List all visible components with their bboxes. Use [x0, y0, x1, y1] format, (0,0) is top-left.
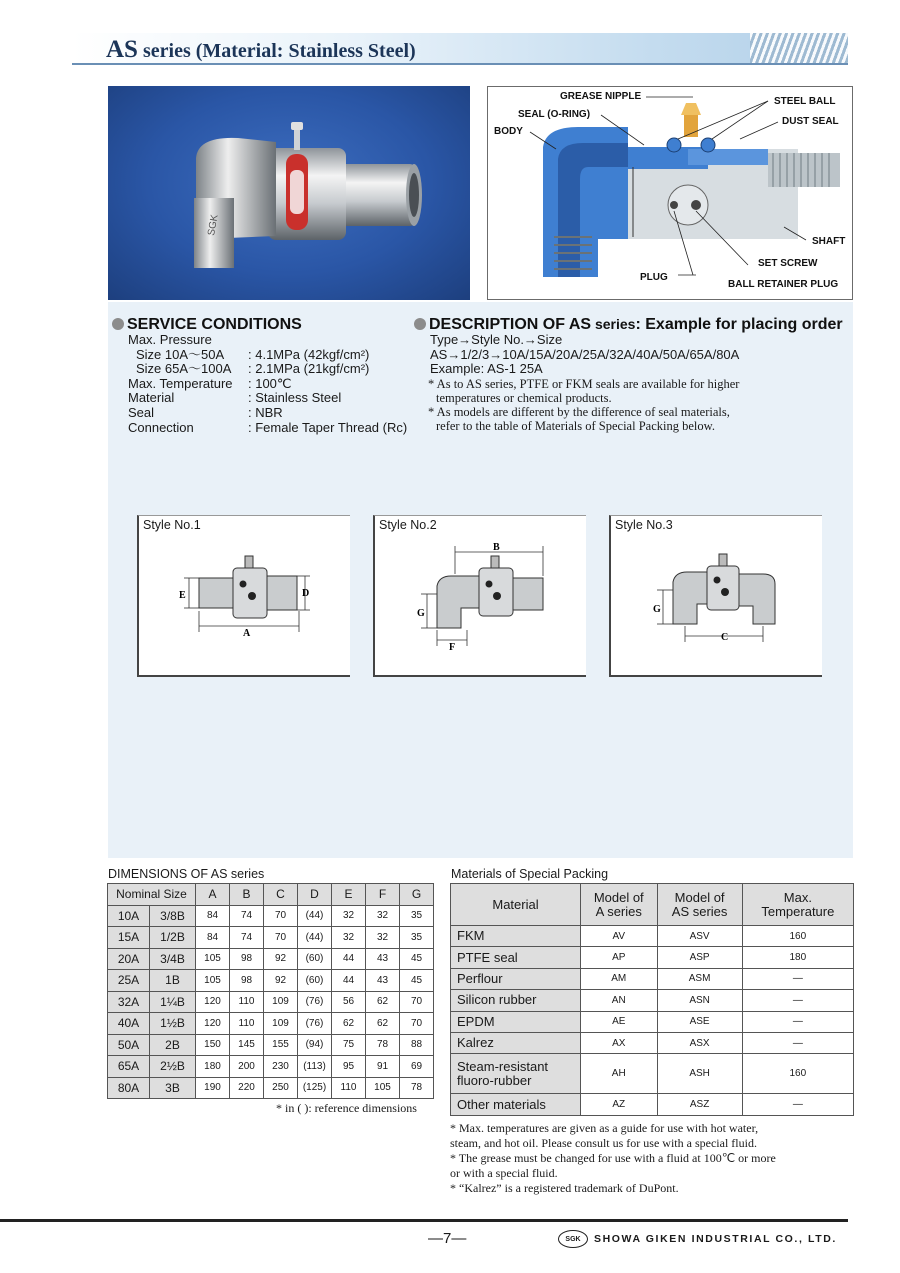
dim-cell: 2½B [150, 1056, 196, 1078]
packing-cell: Kalrez [451, 1032, 581, 1053]
dim-cell: 91 [366, 1056, 400, 1078]
table-row [108, 1077, 434, 1099]
dim-cell: 109 [264, 1013, 298, 1035]
condition-key: Size 65A～100A [136, 361, 232, 377]
packing-cell: — [742, 990, 853, 1011]
label-dust-seal: DUST SEAL [782, 116, 839, 127]
packing-cell: PTFE seal [451, 947, 581, 968]
dim-cell: 35 [400, 927, 434, 949]
packing-cell: ASE [657, 1011, 742, 1032]
packing-header-cell: Model of A series [581, 884, 658, 926]
dim-cell: 98 [230, 948, 264, 970]
dim-cell: 74 [230, 905, 264, 927]
dim-cell: 32 [366, 905, 400, 927]
footer-rule [0, 1219, 848, 1222]
dim-label-g: G [417, 608, 425, 619]
packing-cell: 180 [742, 947, 853, 968]
dim-cell: 1¼B [150, 991, 196, 1013]
packing-cell: 160 [742, 926, 853, 947]
dim-cell: 88 [400, 1034, 434, 1056]
packing-cell: ASV [657, 926, 742, 947]
dim-cell: 78 [366, 1034, 400, 1056]
style-2-drawing [373, 515, 586, 677]
header-stripes [750, 33, 848, 63]
label-set-screw: SET SCREW [758, 258, 818, 269]
dim-cell: (76) [298, 1013, 332, 1035]
dim-cell: 44 [332, 948, 366, 970]
packing-cell: AH [581, 1054, 658, 1094]
condition-value: : 4.1MPa (42kgf/cm²) [248, 346, 370, 362]
label-shaft: SHAFT [812, 236, 846, 247]
packing-cell: ASH [657, 1054, 742, 1094]
table-row [108, 948, 434, 970]
packing-cell: AE [581, 1011, 658, 1032]
style-3-drawing [609, 515, 822, 677]
dim-cell: 70 [400, 991, 434, 1013]
dim-cell: 98 [230, 970, 264, 992]
style-2-svg [375, 516, 588, 678]
dim-label-d: D [302, 588, 310, 599]
dim-cell: (60) [298, 970, 332, 992]
title-rest: series (Material: Stainless Steel) [137, 40, 416, 62]
service-conditions [128, 333, 407, 435]
packing-cell: Other materials [451, 1094, 581, 1115]
dim-cell: 110 [332, 1077, 366, 1099]
style-1-svg [139, 516, 352, 678]
dim-cell: 32 [332, 927, 366, 949]
dim-cell: 105 [196, 948, 230, 970]
label-steel-ball: STEEL BALL [774, 96, 836, 107]
packing-cell: — [742, 968, 853, 989]
packing-cell: AM [581, 968, 658, 989]
condition-row [128, 348, 407, 363]
table-row [108, 1034, 434, 1056]
page-title [106, 36, 416, 64]
dim-cell: 110 [230, 1013, 264, 1035]
dim-header-cell: D [298, 884, 332, 906]
condition-row [128, 421, 407, 436]
bullet-icon [112, 318, 124, 330]
dim-cell: 250 [264, 1077, 298, 1099]
style-label: Style No.2 [379, 518, 437, 532]
dim-label-c: C [721, 632, 729, 643]
packing-cell: ASZ [657, 1094, 742, 1115]
table-row [108, 1013, 434, 1035]
label-grease-nipple: GREASE NIPPLE [560, 91, 642, 102]
condition-value: : Female Taper Thread (Rc) [248, 419, 408, 435]
condition-key: Size 10A～50A [136, 346, 225, 362]
condition-value: : Stainless Steel [248, 390, 342, 406]
table-row [451, 1011, 854, 1032]
packing-cell: AV [581, 926, 658, 947]
condition-key: Connection [128, 419, 194, 435]
dim-cell: 105 [366, 1077, 400, 1099]
dim-cell: 190 [196, 1077, 230, 1099]
dim-cell: 1½B [150, 1013, 196, 1035]
table-row [451, 1094, 854, 1115]
packing-notes [450, 1121, 776, 1196]
label-plug: PLUG [640, 272, 668, 283]
style-label: Style No.1 [143, 518, 201, 532]
dim-cell: 62 [332, 1013, 366, 1035]
table-row [108, 991, 434, 1013]
condition-key: Max. Pressure [128, 332, 212, 347]
packing-table [450, 883, 854, 1116]
condition-row [128, 377, 407, 392]
swivel-joint-photo [108, 86, 470, 300]
dim-cell: 45 [400, 948, 434, 970]
table-row [108, 905, 434, 927]
desc-note: * As models are different by the difference of seal materials, [428, 405, 730, 420]
dim-cell: 10A [108, 905, 150, 927]
dim-cell: 75 [332, 1034, 366, 1056]
page-number: —7— [428, 1230, 467, 1247]
dim-cell: (76) [298, 991, 332, 1013]
desc-note: refer to the table of Materials of Special Packing below. [436, 419, 715, 434]
dim-cell: (94) [298, 1034, 332, 1056]
dim-label-a: A [243, 628, 251, 639]
packing-header-cell: Max. Temperature [742, 884, 853, 926]
desc-note: temperatures or chemical products. [436, 390, 612, 405]
dim-header-cell: E [332, 884, 366, 906]
dim-cell: 2B [150, 1034, 196, 1056]
table-row [108, 970, 434, 992]
packing-note: or with a special fluid. [450, 1166, 558, 1180]
condition-row [128, 362, 407, 377]
label-body: BODY [494, 126, 523, 137]
packing-note: * “Kalrez” is a registered trademark of DuPont. [450, 1181, 679, 1195]
condition-row [128, 406, 407, 421]
condition-value: : 2.1MPa (21kgf/cm²) [248, 361, 370, 377]
desc-title-a: DESCRIPTION OF AS [429, 316, 592, 333]
company-logo: SGK [558, 1230, 588, 1248]
packing-cell: ASN [657, 990, 742, 1011]
dim-cell: (125) [298, 1077, 332, 1099]
packing-cell: FKM [451, 926, 581, 947]
order-options: AS→1/2/3→10A/15A/20A/25A/32A/40A/50A/65A/80A [430, 346, 740, 362]
dim-cell: 120 [196, 1013, 230, 1035]
order-format: Type→Style No.→Size [430, 332, 563, 347]
condition-value: : 100℃ [248, 375, 292, 391]
condition-key: Seal [128, 404, 155, 420]
packing-cell: AN [581, 990, 658, 1011]
table-row [451, 968, 854, 989]
dim-cell: 230 [264, 1056, 298, 1078]
packing-header-cell: Material [451, 884, 581, 926]
dim-cell: 70 [264, 905, 298, 927]
dim-cell: 43 [366, 970, 400, 992]
dim-cell: (44) [298, 905, 332, 927]
dim-cell: 3B [150, 1077, 196, 1099]
packing-note: * Max. temperatures are given as a guide for use with hot water, [450, 1121, 759, 1135]
label-ball-retainer-plug: BALL RETAINER PLUG [728, 279, 839, 290]
dim-cell: 109 [264, 991, 298, 1013]
reference-note: * in ( ): reference dimensions [276, 1101, 417, 1115]
packing-cell: AP [581, 947, 658, 968]
dim-cell: 105 [196, 970, 230, 992]
table-row [451, 1032, 854, 1053]
dim-label-b: B [493, 542, 500, 553]
dim-cell: 155 [264, 1034, 298, 1056]
dim-cell: 92 [264, 970, 298, 992]
packing-cell: — [742, 1094, 853, 1115]
dim-header-cell: B [230, 884, 264, 906]
dimensions-title: DIMENSIONS OF AS series [108, 867, 265, 881]
condition-row [128, 391, 407, 406]
dim-cell: 70 [400, 1013, 434, 1035]
product-photo [108, 86, 470, 300]
table-row [108, 927, 434, 949]
style-label: Style No.3 [615, 518, 673, 532]
dim-cell: 92 [264, 948, 298, 970]
order-example: Example: AS-1 25A [430, 361, 543, 377]
nameplate-text: SGK [206, 213, 221, 237]
dim-cell: 120 [196, 991, 230, 1013]
dim-cell: 32A [108, 991, 150, 1013]
table-row [108, 1056, 434, 1078]
packing-cell: Steam-resistant fluoro-rubber [451, 1054, 581, 1094]
desc-title-b: series [591, 316, 636, 332]
packing-cell: AX [581, 1032, 658, 1053]
bullet-icon [414, 318, 426, 330]
dim-cell: 32 [366, 927, 400, 949]
company-name: SHOWA GIKEN INDUSTRIAL CO., LTD. [594, 1233, 837, 1245]
cutaway-diagram [487, 86, 853, 300]
dim-cell: 220 [230, 1077, 264, 1099]
packing-note: steam, and hot oil. Please consult us for use with a special fluid. [450, 1136, 757, 1150]
condition-row [128, 333, 407, 348]
title-series: AS [106, 36, 138, 63]
dim-cell: 145 [230, 1034, 264, 1056]
packing-cell: 160 [742, 1054, 853, 1094]
dim-cell: 3/8B [150, 905, 196, 927]
packing-cell: Silicon rubber [451, 990, 581, 1011]
label-seal: SEAL (O-RING) [518, 109, 591, 120]
dim-cell: (113) [298, 1056, 332, 1078]
dim-label-f: F [449, 642, 456, 653]
condition-key: Max. Temperature [128, 375, 233, 391]
packing-header-cell: Model of AS series [657, 884, 742, 926]
dim-cell: 40A [108, 1013, 150, 1035]
dimensions-table [107, 883, 434, 1099]
packing-cell: AZ [581, 1094, 658, 1115]
dim-cell: 1B [150, 970, 196, 992]
packing-cell: Perflour [451, 968, 581, 989]
dim-cell: 69 [400, 1056, 434, 1078]
service-title-text: SERVICE CONDITIONS [127, 316, 302, 333]
dim-header-cell: C [264, 884, 298, 906]
dim-cell: 110 [230, 991, 264, 1013]
dim-cell: (44) [298, 927, 332, 949]
dim-cell: 70 [264, 927, 298, 949]
dim-cell: 1/2B [150, 927, 196, 949]
packing-cell: EPDM [451, 1011, 581, 1032]
dim-cell: 32 [332, 905, 366, 927]
dim-cell: 3/4B [150, 948, 196, 970]
table-row [451, 1054, 854, 1094]
dim-cell: 20A [108, 948, 150, 970]
dim-cell: 35 [400, 905, 434, 927]
table-row [451, 990, 854, 1011]
dim-cell: 50A [108, 1034, 150, 1056]
dim-header-cell: G [400, 884, 434, 906]
packing-title: Materials of Special Packing [451, 867, 609, 881]
dim-label-g: G [653, 604, 661, 615]
dim-header-cell: F [366, 884, 400, 906]
packing-cell: ASM [657, 968, 742, 989]
description-body [430, 333, 739, 434]
dim-cell: 200 [230, 1056, 264, 1078]
dim-cell: 15A [108, 927, 150, 949]
dim-label-e: E [179, 590, 186, 601]
dim-header-cell: A [196, 884, 230, 906]
desc-title-c: : Example for placing order [635, 316, 843, 333]
dim-cell: 43 [366, 948, 400, 970]
page-header [72, 33, 848, 65]
table-row [451, 926, 854, 947]
dim-cell: 150 [196, 1034, 230, 1056]
dim-cell: 74 [230, 927, 264, 949]
packing-cell: — [742, 1011, 853, 1032]
dim-cell: 180 [196, 1056, 230, 1078]
packing-note: * The grease must be changed for use with a fluid at 100℃ or more [450, 1151, 776, 1165]
dim-cell: 44 [332, 970, 366, 992]
dim-cell: 56 [332, 991, 366, 1013]
style-1-drawing [137, 515, 350, 677]
desc-note: * As to AS series, PTFE or FKM seals are available for higher [428, 376, 740, 391]
condition-value: : NBR [248, 404, 283, 420]
dim-cell: 45 [400, 970, 434, 992]
dim-cell: 25A [108, 970, 150, 992]
company-footer [558, 1230, 837, 1248]
dim-cell: (60) [298, 948, 332, 970]
condition-key: Material [128, 390, 175, 406]
dim-cell: 65A [108, 1056, 150, 1078]
dim-cell: 80A [108, 1077, 150, 1099]
dim-cell: 62 [366, 1013, 400, 1035]
packing-cell: — [742, 1032, 853, 1053]
dim-cell: 78 [400, 1077, 434, 1099]
table-row [451, 947, 854, 968]
dim-cell: 95 [332, 1056, 366, 1078]
dim-cell: 62 [366, 991, 400, 1013]
dim-cell: 84 [196, 905, 230, 927]
dim-header-cell: Nominal Size [108, 884, 196, 906]
style-3-svg [611, 516, 824, 678]
dim-cell: 84 [196, 927, 230, 949]
packing-cell: ASX [657, 1032, 742, 1053]
packing-cell: ASP [657, 947, 742, 968]
